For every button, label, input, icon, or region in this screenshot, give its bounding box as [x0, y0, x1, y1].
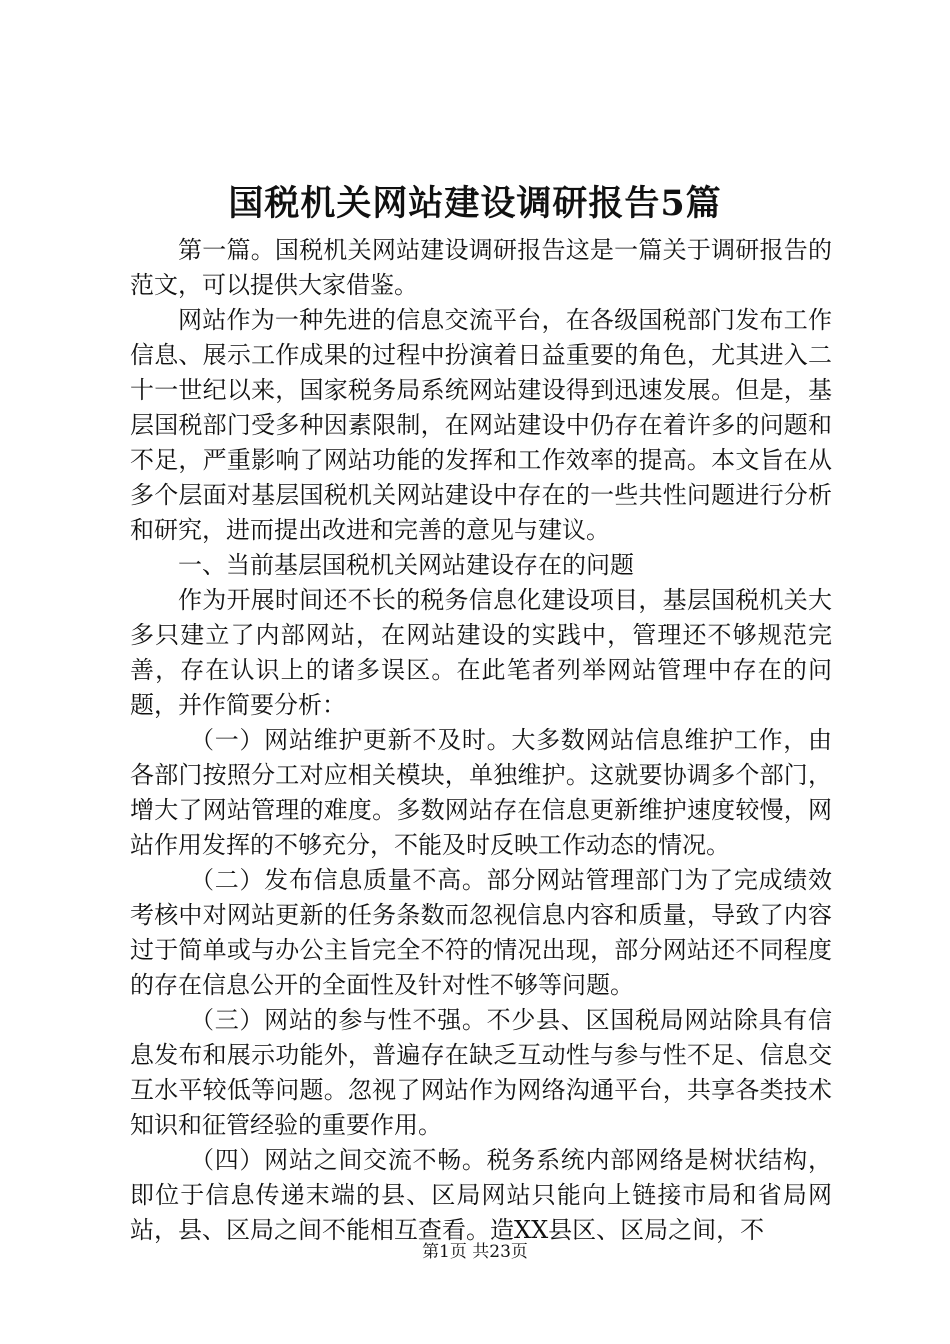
paragraph: （一）网站维护更新不及时。大多数网站信息维护工作，由各部门按照分工对应相关模块，单独维护。这就要协调多个部门，增大了网站管理的难度。多数网站存在信息更新维护速度较慢，网站作用发挥的不够充分，不能及时反映工作动态的情况。: [130, 726, 832, 859]
paragraph: 第一篇。国税机关网站建设调研报告这是一篇关于调研报告的范文，可以提供大家借鉴。: [130, 236, 832, 299]
paragraph: （二）发布信息质量不高。部分网站管理部门为了完成绩效考核中对网站更新的任务条数而忽视信息内容和质量，导致了内容过于简单或与办公主旨完全不符的情况出现，部分网站还不同程度的存在信息公开的全面性及针对性不够等问题。: [130, 866, 832, 999]
document-body: [130, 233, 832, 1248]
paragraph: 网站作为一种先进的信息交流平台，在各级国税部门发布工作信息、展示工作成果的过程中扮演着日益重要的角色，尤其进入二十一世纪以来，国家税务局系统网站建设得到迅速发展。但是，基层国税部门受多种因素限制，在网站建设中仍存在着许多的问题和不足，严重影响了网站功能的发挥和工作效率的提高。本文旨在从多个层面对基层国税机关网站建设中存在的一些共性问题进行分析和研究，进而提出改进和完善的意见与建议。: [130, 306, 832, 544]
section-heading: 一、当前基层国税机关网站建设存在的问题: [178, 551, 634, 579]
paragraph: 作为开展时间还不长的税务信息化建设项目，基层国税机关大多只建立了内部网站，在网站建设的实践中，管理还不够规范完善，存在认识上的诸多误区。在此笔者列举网站管理中存在的问题，并作简要分析：: [130, 586, 832, 719]
page-number: 第1页 共23页: [422, 1242, 528, 1262]
document-title: 国税机关网站建设调研报告5篇: [228, 183, 722, 224]
paragraph: （三）网站的参与性不强。不少县、区国税局网站除具有信息发布和展示功能外，普遍存在缺乏互动性与参与性不足、信息交互水平较低等问题。忽视了网站作为网络沟通平台，共享各类技术知识和征管经验的重要作用。: [130, 1006, 832, 1139]
paragraph: （四）网站之间交流不畅。税务系统内部网络是树状结构，即位于信息传递末端的县、区局网站只能向上链接市局和省局网站，县、区局之间不能相互查看。造XX县区、区局之间，不: [130, 1146, 832, 1244]
